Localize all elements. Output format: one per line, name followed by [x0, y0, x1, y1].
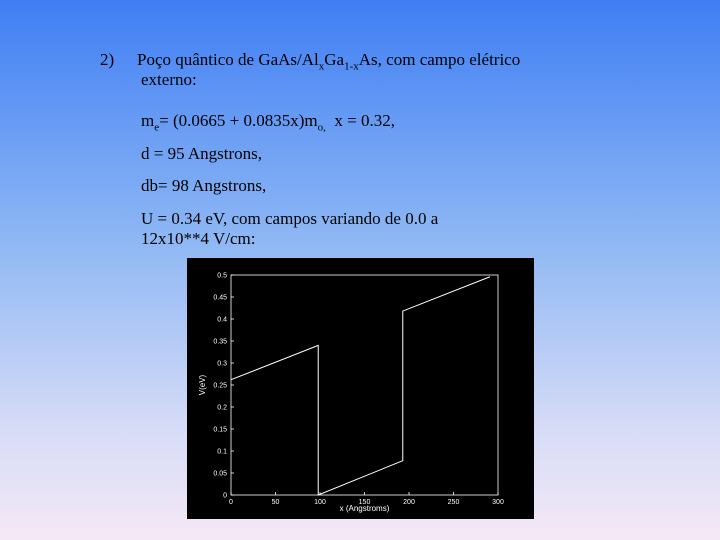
heading-subscript-1x: 1-x — [344, 60, 359, 73]
x-axis-label: x (Angstroms) — [339, 504, 390, 513]
y-tick-label: 0.35 — [213, 338, 227, 346]
mass-text-a: m — [141, 111, 155, 130]
mass-text-c: x = 0.32, — [325, 111, 395, 130]
barrier-width-line: db= 98 Angstrons, — [141, 176, 267, 195]
heading-text-c: As, com campo elétrico — [358, 50, 521, 69]
x-tick-label: 0 — [229, 499, 233, 506]
mass-subscript-o: o, — [317, 121, 326, 134]
x-tick-label: 200 — [403, 499, 415, 506]
mass-line — [141, 111, 395, 133]
y-tick-label: 0.5 — [217, 272, 227, 280]
mass-text-b: = (0.0665 + 0.0835x)m — [159, 111, 318, 130]
heading-text-a: Poço quântico de GaAs/Al — [137, 50, 319, 69]
y-tick-label: 0.05 — [213, 470, 227, 478]
mass-subscript-e: e — [154, 121, 160, 134]
x-tick-label: 50 — [271, 499, 280, 506]
heading-text-b: Ga — [324, 50, 345, 69]
y-tick-label: 0.15 — [213, 426, 227, 434]
heading-subscript-x: x — [318, 60, 325, 73]
potential-plot — [187, 258, 534, 519]
plot-frame — [231, 275, 498, 495]
y-tick-label: 0.4 — [217, 316, 227, 324]
y-tick-label: 0.3 — [217, 360, 227, 368]
x-tick-label: 300 — [492, 499, 504, 506]
y-tick-label: 0 — [223, 492, 227, 500]
x-tick-label: 100 — [314, 499, 326, 506]
y-axis-label: V(eV) — [198, 374, 207, 396]
x-tick-label: 250 — [447, 499, 460, 506]
y-tick-label: 0.45 — [213, 294, 227, 302]
potential-line-1: U = 0.34 eV, com campos variando de 0.0 a — [141, 209, 439, 228]
y-tick-label: 0.1 — [217, 448, 227, 456]
potential-chart-svg — [187, 258, 534, 519]
x-tick-label: 150 — [358, 499, 371, 506]
potential-line-2: 12x10**4 V/cm: — [141, 229, 256, 248]
item-number: 2) — [100, 50, 115, 69]
y-tick-label: 0.25 — [213, 382, 227, 390]
well-width-line: d = 95 Angstrons, — [141, 144, 263, 163]
heading-line-2: externo: — [141, 70, 197, 89]
y-tick-label: 0.2 — [217, 404, 227, 412]
potential-series-line — [231, 277, 490, 495]
